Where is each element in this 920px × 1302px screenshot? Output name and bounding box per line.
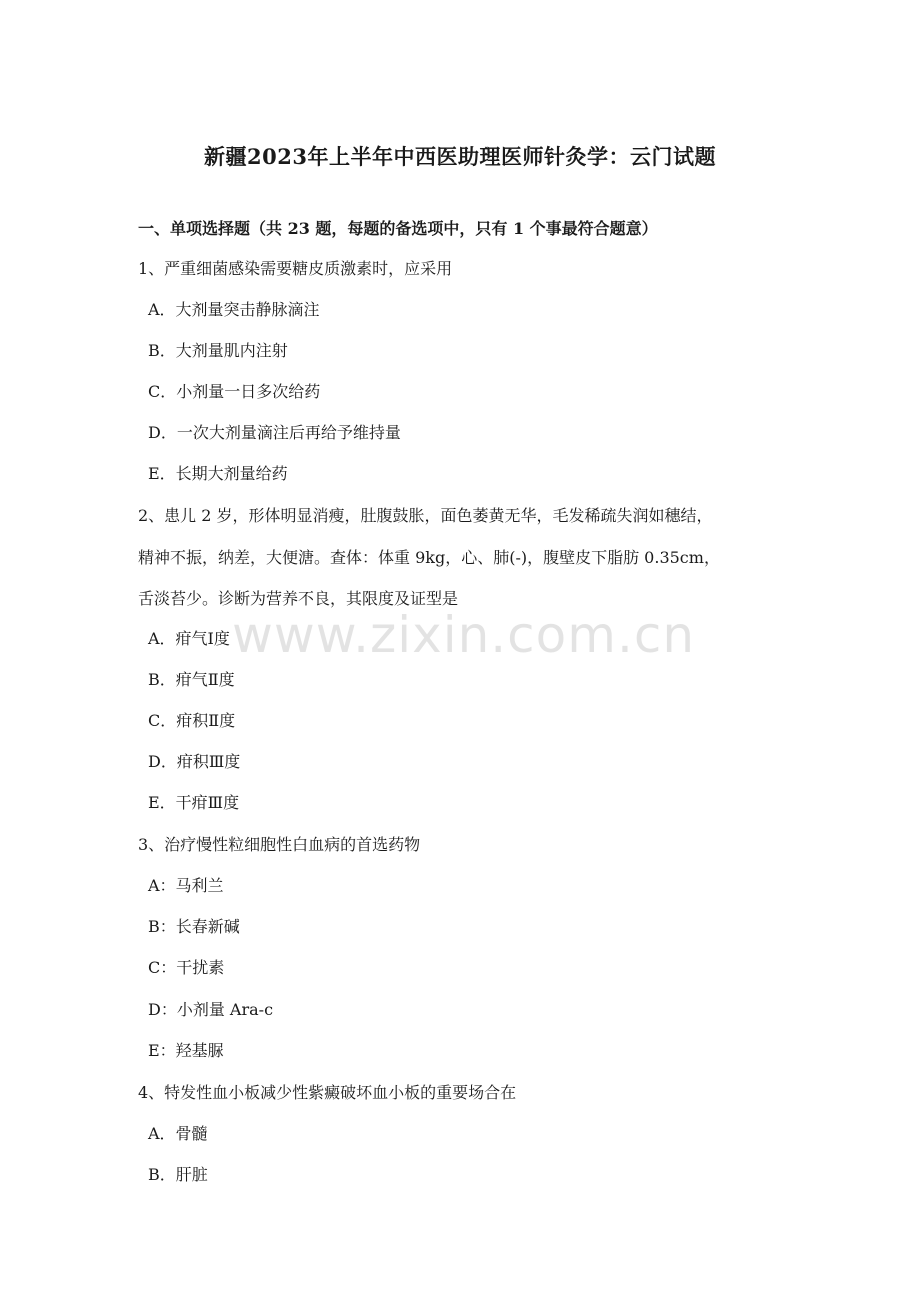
question-2-option-e: E．干疳Ⅲ度: [148, 793, 240, 812]
question-1-option-a: A．大剂量突击静脉滴注: [148, 300, 320, 319]
question-1-option-c: C．小剂量一日多次给药: [148, 382, 321, 401]
question-3-option-d: D：小剂量 Ara-c: [148, 1000, 274, 1019]
question-4-option-b: B．肝脏: [148, 1165, 208, 1184]
question-2-stem-line-3: 舌淡苔少。诊断为营养不良，其限度及证型是: [138, 589, 459, 608]
question-1-option-b: B．大剂量肌内注射: [148, 341, 288, 360]
question-2-stem-line-2: 精神不振，纳差，大便溏。查体：体重 9kg，心、肺(-)，腹壁皮下脂肪 0.35cm，: [138, 548, 720, 567]
question-3-option-b: B：长春新碱: [148, 917, 240, 936]
page-title: 新疆2023年上半年中西医助理医师针灸学：云门试题: [204, 144, 716, 169]
watermark: www.zixin.com.cn: [232, 606, 696, 664]
question-1-option-e: E．长期大剂量给药: [148, 464, 288, 483]
question-2-option-c: C．疳积Ⅱ度: [148, 711, 236, 730]
question-2-option-b: B．疳气Ⅱ度: [148, 670, 235, 689]
question-4-stem: 4、特发性血小板减少性紫癜破坏血小板的重要场合在: [138, 1083, 517, 1102]
question-2-option-a: A．疳气Ⅰ度: [148, 629, 230, 648]
question-3-option-c: C：干扰素: [148, 958, 225, 977]
question-4-option-a: A．骨髓: [148, 1124, 208, 1143]
question-1-option-d: D．一次大剂量滴注后再给予维持量: [148, 423, 401, 442]
question-1-stem: 1、严重细菌感染需要糖皮质激素时，应采用: [138, 259, 453, 278]
question-2-option-d: D．疳积Ⅲ度: [148, 752, 241, 771]
question-3-option-a: A：马利兰: [148, 876, 224, 895]
question-3-option-e: E：羟基脲: [148, 1041, 224, 1060]
question-2-stem-line-1: 2、患儿 2 岁，形体明显消瘦，肚腹鼓胀，面色萎黄无华，毛发稀疏失润如穗结，: [138, 506, 713, 525]
section-heading: 一、单项选择题（共 23 题，每题的备选项中，只有 1 个事最符合题意）: [138, 219, 658, 238]
question-3-stem: 3、治疗慢性粒细胞性白血病的首选药物: [138, 835, 421, 854]
